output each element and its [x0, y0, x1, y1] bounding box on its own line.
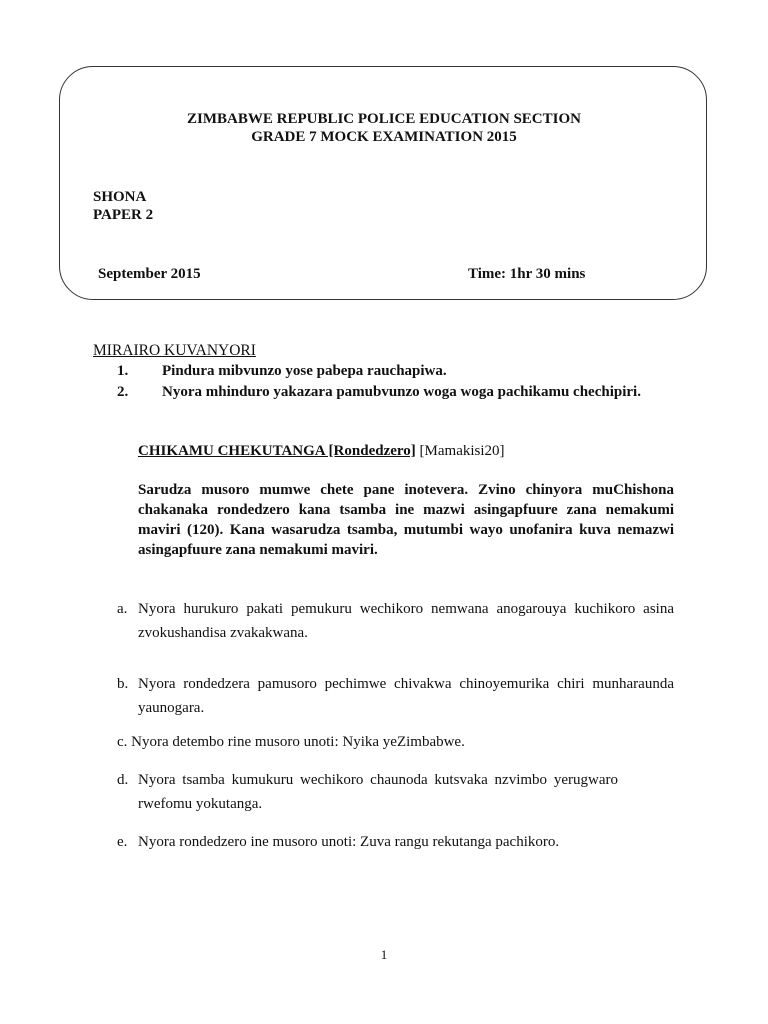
question-text: Nyora rondedzera pamusoro pechimwe chivakwa chinoyemurika chiri munharaunda yaunogara.	[138, 676, 674, 716]
paper-label: PAPER 2	[93, 207, 154, 223]
question-item	[117, 768, 674, 816]
header-exam: GRADE 7 MOCK EXAMINATION 2015	[251, 129, 517, 145]
question-item	[117, 672, 674, 720]
question-letter: a.	[117, 601, 128, 617]
section-heading	[138, 442, 505, 460]
section-marks: [Mamakisi20]	[419, 443, 505, 459]
question-text: Nyora detembo rine musoro unoti: Nyika yeZimbabwe.	[131, 734, 465, 750]
question-item	[117, 597, 674, 645]
instructions-title: MIRAIRO KUVANYORI	[93, 342, 256, 359]
exam-date: September 2015	[98, 266, 201, 282]
section-title: CHIKAMU CHEKUTANGA [Rondedzero]	[138, 443, 416, 459]
section-intro: Sarudza musoro mumwe chete pane inotevera. Zvino chinyora muChishona chakanaka rondedzero kana tsamba ine mazwi asingapfuure zana nemakumi maviri (120). Kana wasarudza tsamba, mutumbi wayo unofanira kuva nemazwi asingapfuure zana nemakumi maviri.	[138, 482, 674, 558]
instruction-number: 1.	[117, 363, 129, 379]
subject-label: SHONA	[93, 189, 147, 205]
question-item	[117, 730, 674, 754]
instruction-text: Pindura mibvunzo yose pabepa rauchapiwa.	[162, 363, 447, 379]
exam-time: Time: 1hr 30 mins	[468, 266, 586, 282]
question-text: Nyora rondedzero ine musoro unoti: Zuva rangu rekutanga pachikoro.	[138, 834, 560, 850]
question-letter: e.	[117, 834, 128, 850]
question-text: Nyora tsamba kumukuru wechikoro chaunoda kutsvaka nzvimbo yerugwaro rwefomu yokutanga.	[138, 772, 618, 812]
page-number: 1	[380, 947, 388, 962]
question-line	[117, 730, 674, 754]
question-letter: d.	[117, 772, 129, 788]
question-item	[117, 830, 674, 854]
question-letter: b.	[117, 676, 129, 692]
header-title: ZIMBABWE REPUBLIC POLICE EDUCATION SECTION	[187, 111, 581, 127]
instruction-text: Nyora mhinduro yakazara pamubvunzo woga woga pachikamu chechipiri.	[162, 384, 641, 400]
question-letter: c.	[117, 734, 128, 750]
question-text: Nyora hurukuro pakati pemukuru wechikoro nemwana anogarouya kuchikoro asina zvokushandisa zvakakwana.	[138, 601, 674, 641]
instruction-number: 2.	[117, 384, 129, 400]
